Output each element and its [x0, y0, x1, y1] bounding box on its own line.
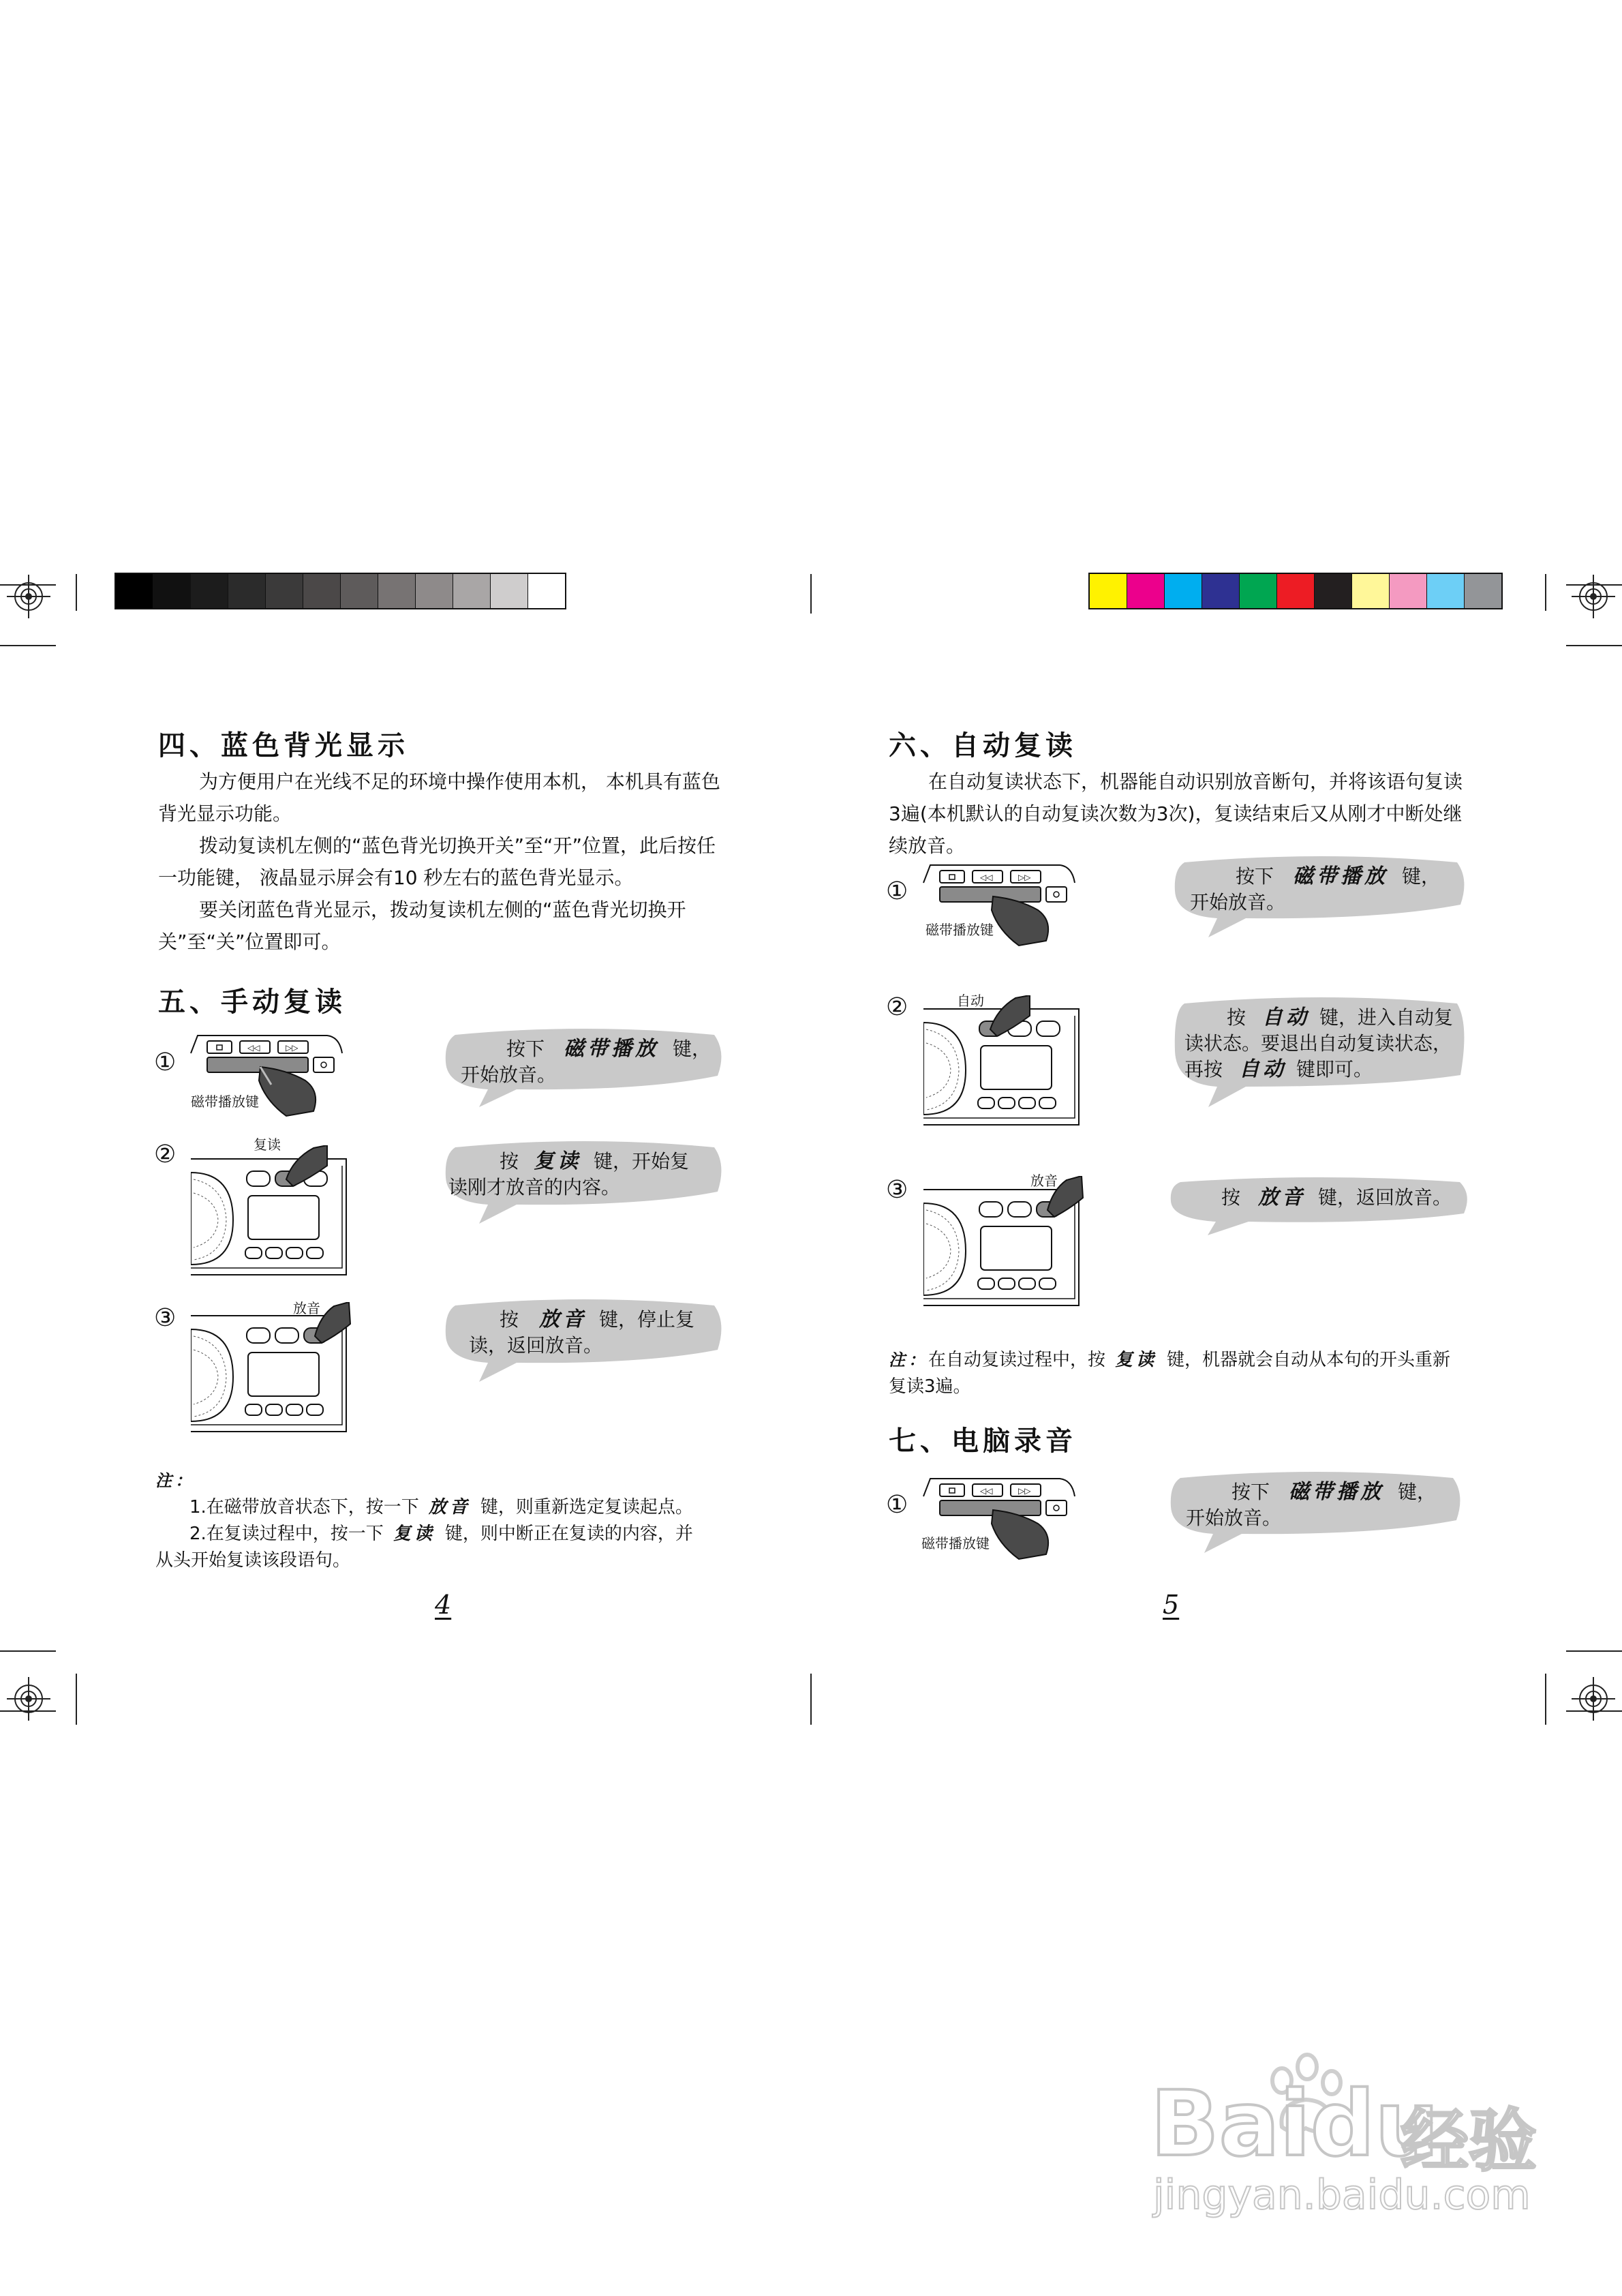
play-key-name: 放音 [539, 1308, 587, 1331]
grayscale-swatch [528, 574, 565, 608]
color-swatch [1352, 574, 1390, 608]
watermark-brand-2: du [1310, 2072, 1439, 2177]
step-1-number: ① [154, 1048, 177, 1076]
auto-key-name-2: 自动 [1239, 1057, 1287, 1081]
right-note-key: 复读 [1115, 1350, 1158, 1370]
step-2-pre: 按 [500, 1150, 519, 1173]
color-swatch [1165, 574, 1202, 608]
auto-key-illustration [923, 995, 1087, 1132]
auto-step-3-number: ③ [886, 1176, 908, 1204]
auto-key-label: 自动 [957, 993, 984, 1009]
left-note-1b: 键，则重新选定复读起点。 [480, 1497, 693, 1517]
record-step-1-line2: 开始放音。 [1186, 1507, 1282, 1529]
grayscale-swatch [491, 574, 528, 608]
section-4-paragraph-1: 为方便用户在光线不足的环境中操作使用本机， 本机具有蓝色背光显示功能。 [158, 770, 720, 825]
left-note-1a: 1.在磁带放音状态下，按一下 [189, 1497, 419, 1517]
left-note-2c: 从头开始复读该段语句。 [155, 1550, 351, 1571]
color-swatch [1315, 574, 1352, 608]
record-step-1-post: 键， [1398, 1481, 1437, 1503]
grayscale-swatch [228, 574, 266, 608]
step-1-instruction-bubble [442, 1021, 728, 1110]
color-swatch [1240, 574, 1277, 608]
left-note [155, 1467, 735, 1574]
svg-text:▷▷: ▷▷ [1018, 1486, 1031, 1496]
grayscale-swatch [116, 574, 153, 608]
auto-step-1-pre: 按下 [1236, 865, 1274, 888]
section-4-body [158, 766, 734, 958]
repeat-key-name: 复读 [534, 1149, 582, 1173]
auto-step-2-number: ② [886, 993, 908, 1021]
grayscale-swatch [266, 574, 303, 608]
grayscale-swatch [191, 574, 228, 608]
step-1-line2: 开始放音。 [461, 1063, 557, 1086]
right-note-b: 键，机器就会自动从本句的开头重新 [1167, 1350, 1451, 1370]
watermark-cn: 经验 [1401, 2101, 1537, 2181]
repeat-key-label: 复读 [254, 1136, 281, 1153]
right-note-c: 复读3遍。 [889, 1376, 971, 1397]
auto-step-1-instruction-bubble [1171, 849, 1471, 941]
auto-step-3-instruction-bubble [1167, 1173, 1473, 1237]
auto-step-2-line2: 读状态。要退出自动复读状态， [1184, 1032, 1452, 1055]
step-3-number: ③ [154, 1304, 177, 1332]
auto-step-1-line2: 开始放音。 [1190, 891, 1286, 913]
grayscale-color-bar [114, 573, 566, 609]
svg-text:▷▷: ▷▷ [1018, 873, 1031, 882]
step-1-pre: 按下 [506, 1038, 545, 1060]
auto-play-key-illustration [923, 1176, 1087, 1312]
auto-step-2-pre: 按 [1227, 1006, 1246, 1029]
color-swatch [1202, 574, 1240, 608]
svg-text:▷▷: ▷▷ [286, 1043, 299, 1053]
grayscale-swatch [153, 574, 191, 608]
section-4-paragraph-3: 要关闭蓝色背光显示，拨动复读机左侧的“蓝色背光切换开关”至“关”位置即可。 [158, 898, 686, 953]
section-4-paragraph-2: 拨动复读机左侧的“蓝色背光切换开关”至“开”位置，此后按任一功能键， 液晶显示屏会有10 秒左右的蓝色背光显示。 [158, 834, 716, 889]
auto-step-2-post: 键，进入自动复 [1319, 1006, 1454, 1029]
svg-text:◁◁: ◁◁ [247, 1043, 260, 1053]
svg-text:◁◁: ◁◁ [980, 1486, 993, 1496]
color-swatch [1427, 574, 1465, 608]
section-6-body: 在自动复读状态下，机器能自动识别放音断句，并将该语句复读3遍(本机默认的自动复读次数为3次)，复读结束后又从刚才中断处继续放音。 [889, 770, 1463, 857]
right-note [889, 1346, 1475, 1400]
left-note-2-key: 复读 [393, 1524, 435, 1544]
play-key-label: 放音 [293, 1300, 320, 1316]
auto-step-3-pre: 按 [1221, 1186, 1241, 1209]
left-note-1-key: 放音 [428, 1497, 471, 1517]
section-4-title: 四、蓝色背光显示 [158, 729, 409, 761]
right-note-a: 在自动复读过程中，按 [928, 1350, 1106, 1370]
step-2-post: 键，开始复 [594, 1150, 690, 1173]
step-3-pre: 按 [500, 1308, 519, 1331]
auto-step-1-number: ① [886, 877, 908, 905]
auto-play-key-name: 放音 [1258, 1185, 1306, 1209]
grayscale-swatch [341, 574, 378, 608]
cmyk-color-bar [1088, 573, 1503, 609]
step-3-post: 键，停止复 [599, 1308, 695, 1331]
section-6-title: 六、自动复读 [889, 729, 1077, 761]
color-swatch [1127, 574, 1165, 608]
step-2-number: ② [154, 1141, 177, 1168]
record-tape-play-key-label: 磁带播放键 [921, 1535, 990, 1552]
grayscale-swatch [453, 574, 491, 608]
record-step-1-number: ① [886, 1491, 908, 1519]
left-note-head: 注： [155, 1470, 195, 1490]
left-note-2a: 2.在复读过程中，按一下 [189, 1524, 384, 1544]
auto-step-2-instruction-bubble [1171, 990, 1471, 1109]
auto-step-2-line3a: 再按 [1184, 1058, 1223, 1081]
page-number-left: 4 [435, 1590, 452, 1620]
svg-text:◁◁: ◁◁ [980, 873, 993, 882]
color-swatch [1465, 574, 1501, 608]
auto-step-2-line3b: 键即可。 [1296, 1058, 1373, 1081]
tape-play-key-label: 磁带播放键 [191, 1093, 259, 1110]
step-3-line2: 读，返回放音。 [469, 1334, 603, 1357]
page-number-right: 5 [1163, 1590, 1180, 1620]
left-note-2b: 键，则中断正在复读的内容，并 [444, 1524, 693, 1544]
record-step-1-pre: 按下 [1231, 1481, 1270, 1503]
color-swatch [1090, 574, 1127, 608]
step-2-instruction-bubble [442, 1134, 728, 1226]
grayscale-swatch [416, 574, 453, 608]
color-swatch [1390, 574, 1427, 608]
auto-tape-play-key-name: 磁带播放 [1293, 864, 1389, 888]
auto-tape-play-key-label: 磁带播放键 [925, 922, 994, 938]
tape-play-key-name: 磁带播放 [564, 1037, 660, 1061]
auto-step-3-post: 键，返回放音。 [1318, 1186, 1452, 1209]
watermark-brand: Bai [1150, 2072, 1311, 2177]
section-7-title: 七、电脑录音 [889, 1425, 1077, 1457]
repeat-key-illustration [191, 1145, 354, 1282]
auto-play-key-label: 放音 [1030, 1173, 1058, 1189]
play-key-illustration [191, 1302, 354, 1438]
right-note-head: 注： [889, 1350, 928, 1370]
auto-step-1-post: 键， [1402, 865, 1441, 888]
watermark-url: jingyan.baidu.com [1153, 2171, 1531, 2219]
grayscale-swatch [378, 574, 416, 608]
step-1-post: 键， [673, 1038, 711, 1060]
step-3-instruction-bubble [442, 1292, 728, 1384]
section-5-title: 五、手动复读 [158, 986, 346, 1018]
auto-key-name: 自动 [1262, 1006, 1311, 1029]
record-tape-play-key-name: 磁带播放 [1289, 1480, 1385, 1504]
color-swatch [1277, 574, 1315, 608]
record-step-1-instruction-bubble [1167, 1464, 1467, 1556]
grayscale-swatch [303, 574, 341, 608]
step-2-line2: 读刚才放音的内容。 [448, 1176, 621, 1198]
